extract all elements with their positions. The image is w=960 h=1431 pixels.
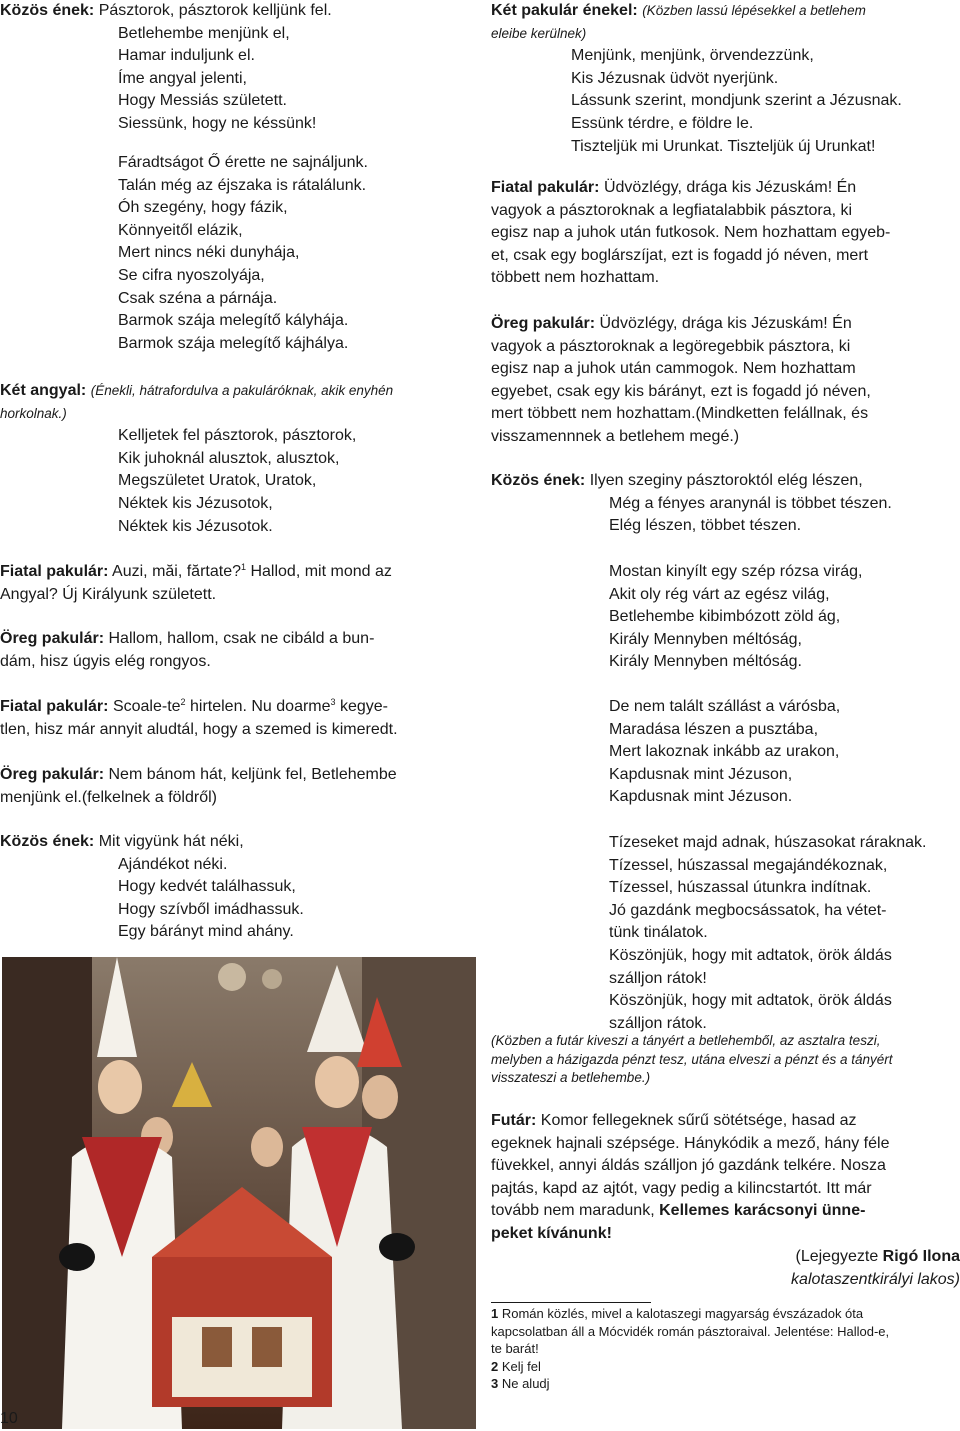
song-line: Maradása lészen a pusztába, [609, 720, 819, 738]
song-line: Betlehembe menjünk el, [118, 24, 290, 42]
footnote-ref: 2 [180, 697, 186, 707]
footnote-text: Kelj fel [498, 1358, 541, 1374]
song-line: Hogy kedvét találhassuk, [118, 878, 296, 896]
dialog-text: dám, hisz úgyis elég rongyos. [0, 652, 211, 670]
stage-direction: eleibe kerülnek) [491, 25, 587, 41]
song-line: Akit oly rég várt az egész világ, [609, 585, 830, 603]
runner-speech [491, 1110, 889, 1246]
dialog-text: Üdvözlégy, drága kis Jézuskám! Én [603, 179, 857, 196]
song-line: Se cifra nyoszolyája, [118, 266, 265, 284]
dialog-young-2 [0, 696, 398, 741]
angels-song [0, 380, 393, 538]
song-line: Mert nincs néki dunyhája, [118, 244, 300, 262]
dialog-text: Hallom, hallom, csak ne cibáld a bun- [108, 630, 375, 647]
footnote-text: Ne aludj [498, 1376, 550, 1391]
song-line: Egy bárányt mind ahány. [118, 923, 294, 941]
page-number: 10 [0, 1410, 18, 1427]
song-common-1-stanza-2 [0, 152, 368, 355]
song-line: Jó gazdánk megbocsássatok, ha vétet- [609, 901, 887, 919]
shepherds-song [491, 0, 902, 158]
song-line: Ajándékot néki. [118, 855, 228, 873]
speaker-label: Öreg pakulár: [491, 315, 596, 332]
dialog-old-2 [0, 764, 397, 809]
stage-direction: melyben a házigazda pénzt tesz, utána elveszi a pénzt és a tányért [491, 1051, 893, 1067]
dialog-text: Nem bánom hát, keljünk fel, Betlehembe [108, 766, 397, 783]
song-line: Király Mennyben méltóság. [609, 653, 802, 671]
dialog-text: egeknek hajnali szépsége. Hánykódik a mező, hány féle [491, 1134, 890, 1152]
song-line: Mostan kinyílt egy szép rózsa virág, [609, 563, 863, 580]
speaker-label: Öreg pakulár: [0, 766, 105, 783]
song-line: Könnyeitől elázik, [118, 221, 243, 239]
song-common-1 [0, 0, 332, 136]
song-line: Lássunk szerint, mondjunk szerint a Jézusnak. [571, 92, 902, 110]
song-common-3-stanza-4 [491, 832, 927, 1035]
dialog-text: egyebet, csak egy kis bárányt, ezt is fogadd jó néven, [491, 382, 871, 400]
song-lines [0, 854, 304, 944]
song-common-3 [491, 470, 892, 538]
song-line: Hogy Messiás született. [118, 92, 287, 110]
song-lines [491, 493, 892, 538]
credit-text: (Lejegyezte [795, 1248, 883, 1265]
footnote-text: te barát! [491, 1341, 539, 1356]
photo-illustration [2, 957, 476, 1429]
song-line: szálljon rátok! [609, 969, 707, 987]
song-line: Elég lészen, többet tészen. [609, 517, 802, 535]
song-line: Talán még az éjszaka is rátalálunk. [118, 176, 367, 194]
song-line: Essünk térdre, e földre le. [571, 114, 754, 132]
song-line: Menjünk, menjünk, örvendezzünk, [571, 47, 814, 65]
credit [491, 1246, 960, 1291]
footnote-number: 1 [491, 1306, 499, 1321]
song-line: Hamar induljunk el. [118, 47, 255, 65]
stage-direction-plate [491, 1032, 893, 1088]
song-line: Hogy szívből imádhassuk. [118, 900, 304, 918]
song-line: Kapdusnak mint Jézuson, [609, 765, 793, 783]
song-lines [0, 23, 332, 136]
song-line: Tízessel, húszassal útunkra indítnak. [609, 879, 872, 897]
song-line: Ilyen szeginy pásztoroktól elég lészen, [589, 472, 863, 489]
speaker-label: Fiatal pakulár: [0, 563, 109, 580]
speaker-label: Futár: [491, 1112, 537, 1129]
dialog-text: Üdvözlégy, drága kis Jézuskám! Én [599, 315, 852, 332]
dialog-text: mert többett nem hozhattam.(Mindketten felállnak, és [491, 405, 869, 423]
dialog-old-3 [491, 313, 871, 449]
footnote-number: 2 [491, 1358, 499, 1374]
footnote-text: kapcsolatban áll a Mócvidék román pásztoraival. Jelentése: Hallod-e, [491, 1323, 890, 1339]
speaker-label: Fiatal pakulár: [491, 179, 600, 196]
speaker-label: Közös ének: [491, 472, 586, 489]
dialog-young-1 [0, 561, 392, 606]
song-line: Néktek kis Jézusotok. [118, 517, 273, 535]
song-line: Király Mennyben méltóság, [609, 630, 802, 648]
song-line: Mert lakoznak inkább az urakon, [609, 743, 840, 761]
song-line: Betlehembe kibimbózott zöld ág, [609, 608, 841, 626]
credit-text: kalotaszentkirályi lakos) [791, 1270, 960, 1288]
song-line: Tízeseket majd adnak, húszasokat ráraknak. [609, 834, 927, 851]
footnote-number: 3 [491, 1376, 499, 1391]
song-line: Kis Jézusnak üdvöt nyerjünk. [571, 69, 779, 87]
song-line: Barmok szája melegítő kájhálya. [118, 334, 349, 352]
dialog-text: vagyok a pásztoroknak a legfiatalabbik pásztora, ki [491, 201, 853, 219]
song-line: Mit vigyünk hát néki, [98, 833, 244, 850]
dialog-text: egisz nap a juhok után cammogok. Nem hozhattam [491, 360, 856, 378]
dialog-text: vagyok a pásztoroknak a legöregebbik pásztora, ki [491, 337, 851, 355]
greeting-text: Kellemes karácsonyi ünne- [659, 1202, 866, 1220]
dialog-text: Auzi, măi, fărtate? [112, 563, 241, 580]
song-line: Megszületet Uratok, Uratok, [118, 472, 317, 490]
carolers-photo [2, 957, 476, 1429]
dialog-text: tovább nem maradunk, [491, 1202, 655, 1220]
song-line: Csak széna a párnája. [118, 289, 278, 307]
dialog-text: visszamennnek a betlehem megé.) [491, 427, 740, 445]
stage-direction: (Közben a futár kiveszi a tányért a betlehemből, az asztalra teszi, [491, 1033, 881, 1048]
footnotes [491, 1305, 889, 1393]
footnote-ref: 3 [330, 697, 336, 707]
dialog-text: Komor fellegeknek sűrű sötétsége, hasad az [540, 1112, 857, 1129]
stage-direction: (Énekli, hátrafordulva a pakuláróknak, akik enyhén [90, 383, 394, 398]
song-common-3-stanza-2 [491, 561, 862, 674]
song-line: Óh szegény, hogy fázik, [118, 199, 288, 217]
dialog-text: Scoale-te [112, 698, 181, 715]
speaker-label: Öreg pakulár: [0, 630, 105, 647]
song-line: Még a fényes aranynál is többet tészen. [609, 494, 892, 512]
footnote-text: Román közlés, mivel a kalotaszegi magyarság évszázadok óta [498, 1306, 864, 1321]
song-line: Köszönjük, hogy mit adtatok, örök áldás [609, 946, 892, 964]
song-lines [491, 45, 902, 158]
dialog-text: füvekkel, annyi áldás szálljon jó gazdánk telkére. Nosza [491, 1157, 886, 1175]
dialog-text: kegye- [339, 698, 389, 715]
song-line: Néktek kis Jézusotok, [118, 494, 273, 512]
song-line: Pásztorok, pásztorok kelljünk fel. [98, 2, 332, 19]
song-common-2 [0, 831, 304, 944]
dialog-text: Angyal? Új Királyunk született. [0, 585, 217, 603]
dialog-text: egisz nap a juhok után futkosok. Nem hozhattam egyeb- [491, 224, 891, 242]
dialog-young-3 [491, 177, 890, 290]
footnote-ref: 1 [241, 562, 247, 572]
dialog-text: tlen, hisz már annyit aludtál, hogy a szemed is kimeredt. [0, 720, 398, 738]
song-line: szálljon rátok. [609, 1014, 707, 1032]
song-line: Köszönjük, hogy mit adtatok, örök áldás [609, 992, 892, 1010]
song-line: De nem talált szállást a várósba, [609, 698, 841, 715]
song-line: Barmok szája melegítő kályhája. [118, 312, 349, 330]
song-line: Tízessel, húszassal megajándékoznak, [609, 856, 888, 874]
dialog-text: Hallod, mit mond az [250, 563, 392, 580]
stage-direction: visszateszi a betlehembe.) [491, 1070, 651, 1085]
song-line: Tiszteljük mi Urunkat. Tiszteljük új Urunkat! [571, 137, 876, 155]
song-line: Íme angyal jelenti, [118, 69, 247, 87]
dialog-text: többett nem hozhattam. [491, 269, 660, 287]
stage-direction: (Közben lassú lépésekkel a betlehem [642, 3, 866, 18]
credit-name: Rigó Ilona [882, 1248, 960, 1265]
song-common-3-stanza-3 [491, 696, 840, 809]
song-line: Kik juhoknál alusztok, alusztok, [118, 449, 340, 467]
song-lines [0, 425, 393, 538]
dialog-text: pajtás, kapd az ajtót, vagy pedig a kilincstartót. Itt már [491, 1179, 872, 1197]
speaker-label: Közös ének: [0, 833, 95, 850]
speaker-label: Közös ének: [0, 2, 95, 19]
song-line: Kelljetek fel pásztorok, pásztorok, [118, 427, 357, 445]
speaker-label: Két angyal: [0, 382, 87, 399]
dialog-old-1 [0, 628, 374, 673]
greeting-text: peket kívánunk! [491, 1224, 612, 1242]
footnote-divider [491, 1302, 651, 1303]
song-line: Siessünk, hogy ne késsünk! [118, 114, 317, 132]
dialog-text: hirtelen. Nu doarme [190, 698, 331, 715]
speaker-label: Fiatal pakulár: [0, 698, 109, 715]
speaker-label: Két pakulár énekel: [491, 2, 638, 19]
dialog-text: et, csak egy boglárszíjat, ezt is fogadd jó néven, mert [491, 246, 869, 264]
song-line: tünk tinálatok. [609, 924, 708, 942]
song-line: Kapdusnak mint Jézuson. [609, 788, 793, 806]
song-line: Fáradtságot Ő érette ne sajnáljunk. [118, 154, 368, 171]
dialog-text: menjünk el.(felkelnek a földről) [0, 788, 217, 806]
stage-direction: horkolnak.) [0, 405, 67, 421]
